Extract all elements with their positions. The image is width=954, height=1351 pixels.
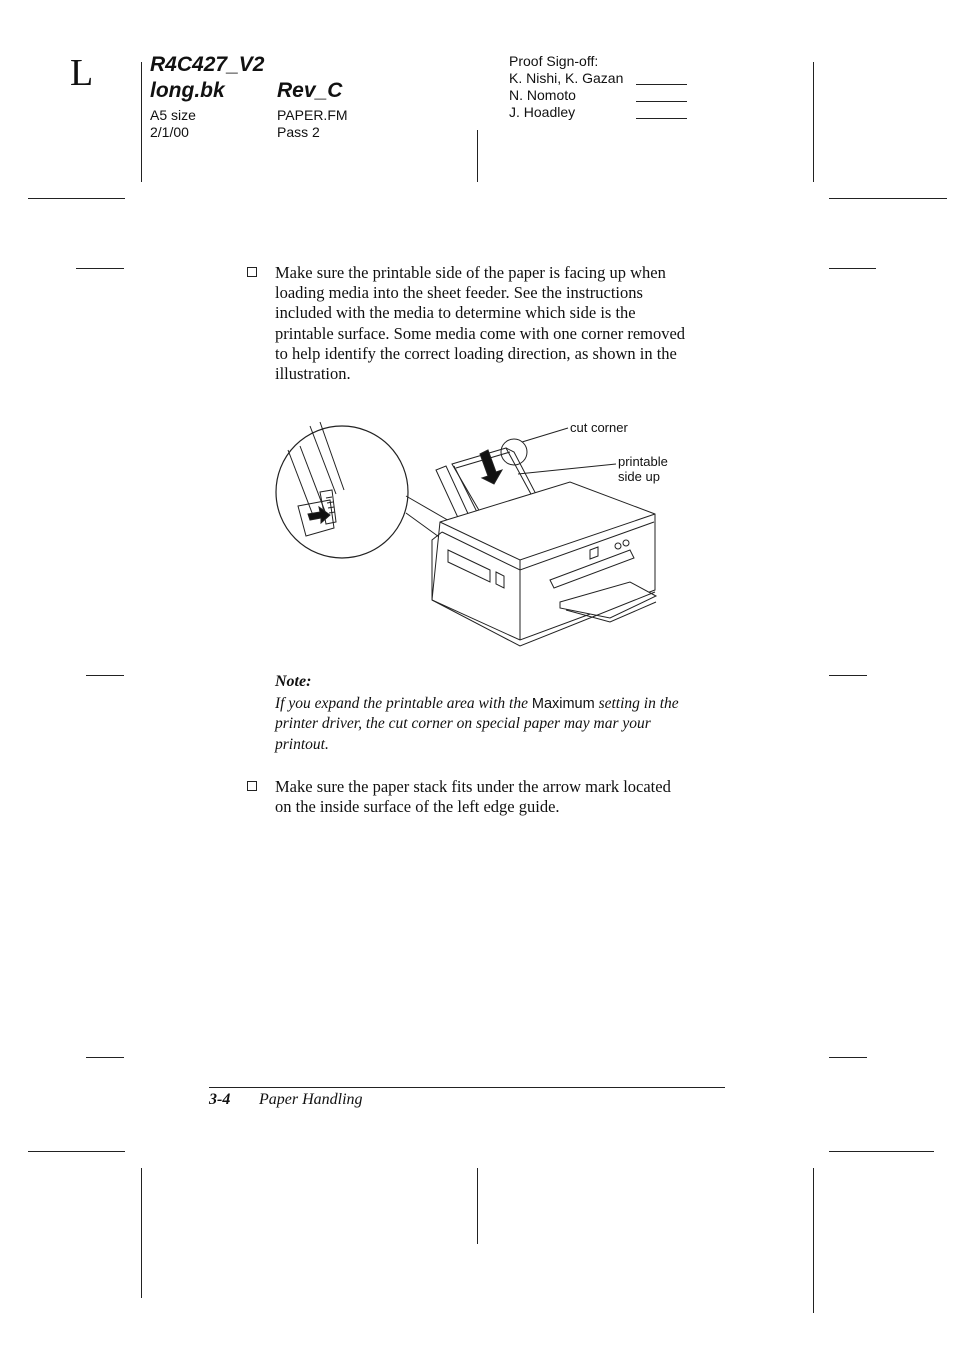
callout-line: side up <box>618 469 660 484</box>
crop-mark <box>829 1151 934 1152</box>
proof-name-2: N. Nomoto <box>509 87 576 103</box>
bullet-paragraph-2 <box>275 777 735 817</box>
callout-line: printable <box>618 454 668 469</box>
footer-section-title: Paper Handling <box>259 1091 363 1108</box>
setting-name: Maximum <box>531 696 595 712</box>
bullet-checkbox <box>247 781 257 791</box>
crop-mark <box>477 130 478 182</box>
text-line: illustration. <box>275 364 351 384</box>
note-text: setting in the <box>594 695 679 712</box>
footer-rule <box>209 1087 725 1088</box>
note-line: printer driver, the cut corner on special paper may mar your <box>275 715 651 733</box>
proof-name-3: J. Hoadley <box>509 104 576 120</box>
note-title: Note: <box>275 673 312 690</box>
crop-mark <box>141 62 142 182</box>
crop-mark <box>477 1168 478 1244</box>
proof-heading: Proof Sign-off: <box>509 53 599 69</box>
callout-printable <box>618 454 668 484</box>
callout-cut-corner: cut corner <box>570 420 628 435</box>
signoff-line-3 <box>636 118 687 119</box>
header-meta-pass: Pass 2 <box>277 124 320 140</box>
header-meta-date: 2/1/00 <box>150 124 189 140</box>
crop-mark <box>28 1151 125 1152</box>
header-title-rev: Rev_C <box>277 79 343 102</box>
text-line: printable surface. Some media come with one corner removed <box>275 323 686 343</box>
crop-mark <box>76 268 124 269</box>
crop-mark <box>813 1168 814 1313</box>
text-line: to help identify the correct loading direction, as shown in the <box>275 343 677 363</box>
note-line: printout. <box>275 735 329 753</box>
printer-illustration <box>270 410 670 650</box>
header-meta-file: PAPER.FM <box>277 107 348 123</box>
magnifier-circle <box>276 426 408 558</box>
crop-mark <box>829 198 947 199</box>
crop-mark <box>86 675 124 676</box>
crop-mark <box>829 1057 867 1058</box>
signoff-line-1 <box>636 84 687 85</box>
bullet-paragraph-1 <box>275 263 735 384</box>
text-line: included with the media to determine which side is the <box>275 303 636 323</box>
crop-mark <box>829 268 876 269</box>
text-line: loading media into the sheet feeder. See the instructions <box>275 283 643 303</box>
crop-mark <box>28 198 125 199</box>
header-title-book: long.bk <box>150 79 225 102</box>
crop-mark <box>813 62 814 182</box>
signoff-line-2 <box>636 101 687 102</box>
text-line: Make sure the paper stack fits under the arrow mark located <box>275 777 671 796</box>
text-line: Make sure the printable side of the paper is facing up when <box>275 263 666 282</box>
note-body <box>275 694 735 755</box>
page-number: 3-4 <box>209 1091 231 1108</box>
crop-mark <box>829 675 867 676</box>
crop-mark <box>141 1168 142 1298</box>
proof-name-1: K. Nishi, K. Gazan <box>509 70 624 86</box>
header-meta-size: A5 size <box>150 107 196 123</box>
text-line: on the inside surface of the left edge guide. <box>275 797 560 817</box>
printer-body <box>432 482 656 646</box>
crop-mark <box>86 1057 124 1058</box>
corner-letter: L <box>70 52 94 94</box>
note-line <box>275 694 735 714</box>
header-title-line1: R4C427_V2 <box>150 53 265 76</box>
note-text: If you expand the printable area with the <box>275 695 532 712</box>
bullet-checkbox <box>247 267 257 277</box>
